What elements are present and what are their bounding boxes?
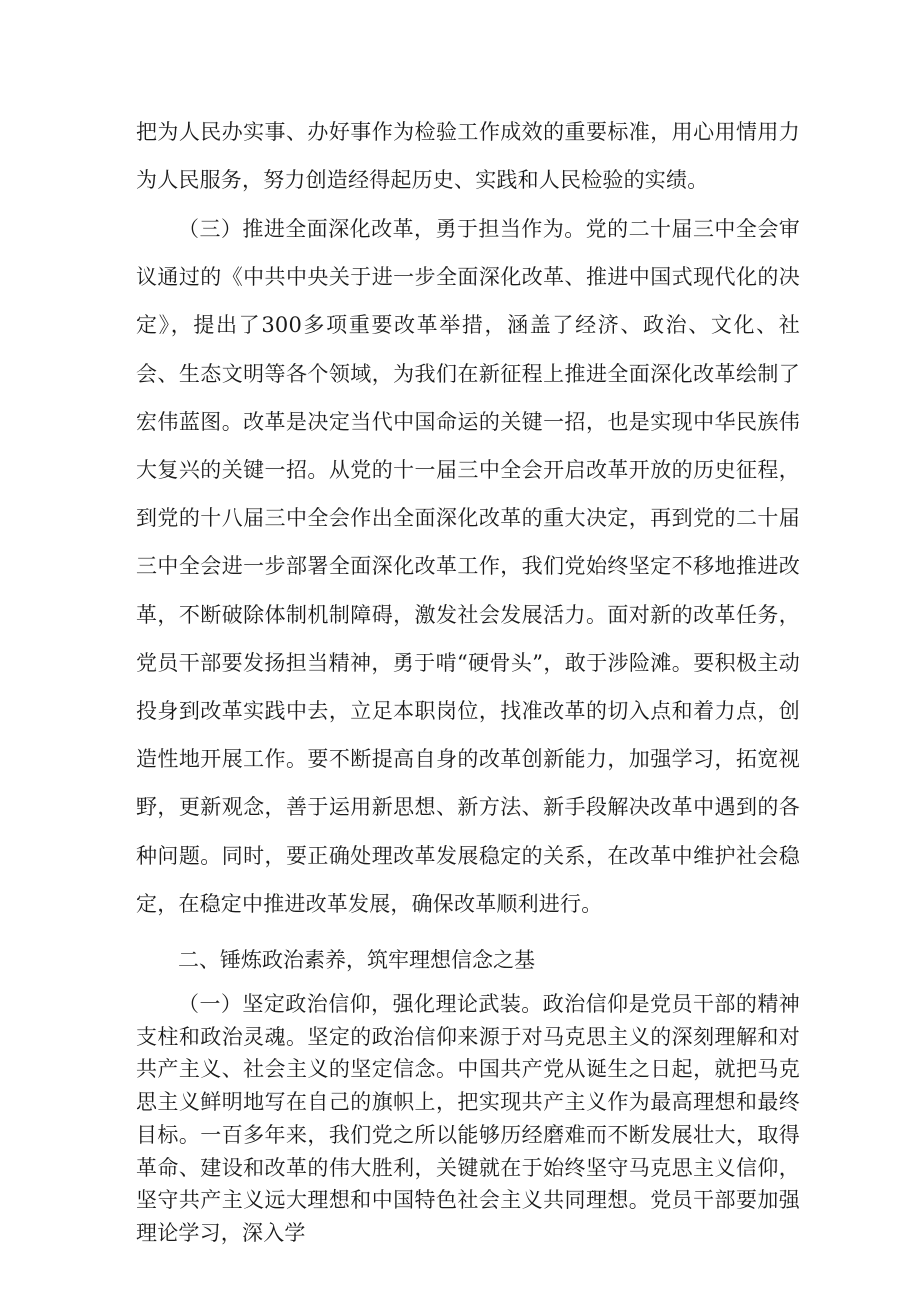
section-heading: 二、锤炼政治素养，筑牢理想信念之基 xyxy=(178,948,535,972)
body-paragraph: 把为人民办实事、办好事作为检验工作成效的重要标准，用心用情用力为人民服务，努力创造经得起历史、实践和人民检验的实绩。 xyxy=(136,120,800,193)
body-paragraph: （三）推进全面深化改革，勇于担当作为。党的二十届三中全会审议通过的《中共中央关于进一步全面深化改革、推进中国式现代化的决定》，提出了300多项重要改革举措，涵盖了经济、政治、文化、社会、生态文明等各个领域，为我们在新征程上推进全面深化改革绘制了宏伟蓝图。改革是决定当代中国命运的关键一招，也是实现中华民族伟大复兴的关键一招。从党的十一届三中全会开启改革开放的历史征程，到党的十八届三中全会作出全面深化改革的重大决定，再到党的二十届三中全会进一步部署全面深化改革工作，我们党始终坚定不移地推进改革，不断破除体制机制障碍，激发社会发展活力。面对新的改革任务，党员干部要发扬担当精神，勇于啃“硬骨头”，敢于涉险滩。要积极主动投身到改革实践中去，立足本职岗位，找准改革的切入点和着力点，创造性地开展工作。要不断提高自身的改革创新能力，加强学习，拓宽视野，更新观念，善于运用新思想、新方法、新手段解决改革中遇到的各种问题。同时，要正确处理改革发展稳定的关系，在改革中维护社会稳定，在稳定中推进改革发展，确保改革顺利进行。 xyxy=(136,217,800,916)
body-paragraph: （一）坚定政治信仰，强化理论武装。政治信仰是党员干部的精神支柱和政治灵魂。坚定的政治信仰来源于对马克思主义的深刻理解和对共产主义、社会主义的坚定信念。中国共产党从诞生之日起，就把马克思主义鲜明地写在自己的旗帜上，把实现共产主义作为最高理想和最终目标。一百多年来，我们党之所以能够历经磨难而不断发展壮大，取得革命、建设和改革的伟大胜利，关键就在于始终坚守马克思主义信仰，坚守共产主义远大理想和中国特色社会主义共同理想。党员干部要加强理论学习，深入学 xyxy=(136,992,800,1245)
